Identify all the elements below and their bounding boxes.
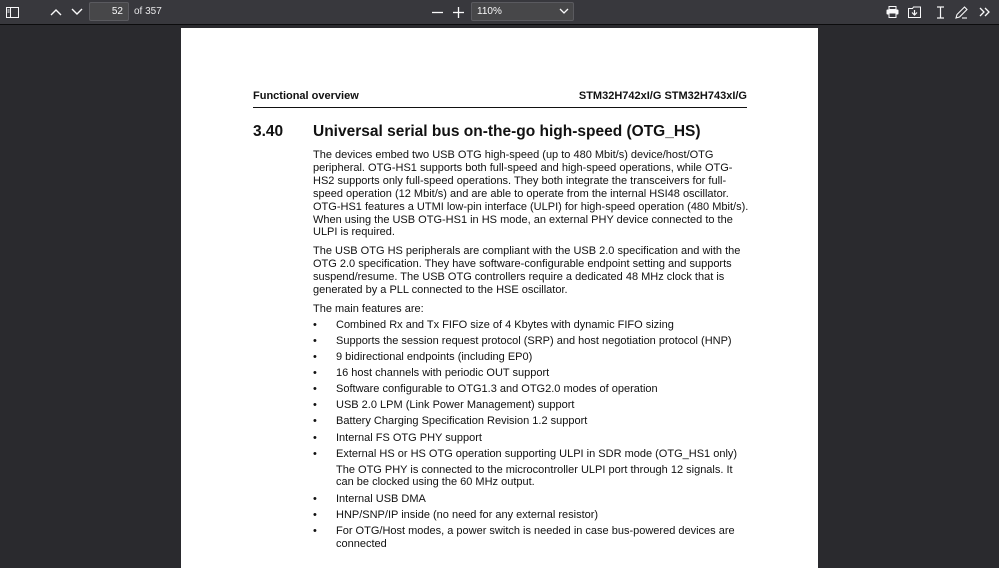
list-item (313, 493, 753, 506)
pdf-page (181, 28, 818, 568)
running-header-right: STM32H742xI/G STM32H743xI/G (578, 90, 747, 102)
paragraph: The USB OTG HS peripherals are compliant with the USB 2.0 specification and with the OTG 2.0 specification. They have software-configurable endpoint setting and supports suspend/resume. The USB OTG controllers require a dedicated 48 MHz clock that is generated by a PLL connected to the HSE oscillator. (313, 245, 741, 297)
text-select-button[interactable] (931, 3, 949, 21)
chevron-up-icon (50, 8, 62, 16)
list-item (313, 432, 753, 445)
print-icon (886, 6, 899, 18)
bullet: • (313, 318, 317, 331)
section-number: 3.40 (253, 123, 284, 140)
list-item (313, 399, 753, 412)
pdf-toolbar (0, 0, 999, 25)
list-item (313, 383, 753, 396)
pen-icon (955, 6, 968, 19)
list-item-text: 9 bidirectional endpoints (including EP0) (336, 351, 533, 364)
list-item (313, 448, 753, 490)
save-button[interactable] (905, 3, 923, 21)
previous-page-button[interactable] (47, 3, 65, 21)
print-button[interactable] (883, 3, 901, 21)
draw-button[interactable] (952, 3, 970, 21)
bullet: • (313, 415, 317, 428)
zoom-in-button[interactable] (449, 3, 467, 21)
list-item-text: Internal FS OTG PHY support (336, 431, 482, 444)
list-item-text: Internal USB DMA (336, 492, 426, 505)
zoom-select[interactable] (471, 2, 574, 21)
page-number-input[interactable]: 52 (89, 2, 129, 21)
bullet: • (313, 447, 317, 460)
bullet: • (313, 508, 317, 521)
paragraph: The main features are: (313, 302, 424, 315)
more-tools-button[interactable] (976, 3, 994, 21)
dropdown-chevron-icon (559, 7, 569, 15)
list-item-text: Combined Rx and Tx FIFO size of 4 Kbytes with dynamic FIFO sizing (336, 318, 674, 331)
list-item-note: The OTG PHY is connected to the microcontroller ULPI port through 12 signals. It can be clocked using the 60 MHz output. (336, 463, 733, 489)
running-header-left: Functional overview (253, 90, 359, 102)
bullet: • (313, 383, 317, 396)
header-rule (253, 107, 747, 108)
feature-list (313, 319, 753, 551)
sidebar-toggle-icon[interactable] (3, 3, 21, 21)
bullet: • (313, 399, 317, 412)
zoom-out-icon (432, 7, 443, 18)
next-page-button[interactable] (68, 3, 86, 21)
list-item-text: External HS or HS OTG operation supporting ULPI in SDR mode (OTG_HS1 only) (336, 447, 738, 460)
page-count-label: of 357 (134, 6, 162, 17)
bullet: • (313, 524, 317, 537)
list-item-text: Software configurable to OTG1.3 and OTG2.0 modes of operation (336, 383, 658, 396)
zoom-out-button[interactable] (428, 3, 446, 21)
text-cursor-icon (936, 6, 945, 19)
save-icon (908, 6, 921, 18)
list-item (313, 525, 753, 551)
list-item-text: USB 2.0 LPM (Link Power Management) support (336, 399, 575, 412)
list-item-text: 16 host channels with periodic OUT support (336, 367, 550, 380)
bullet: • (313, 367, 317, 380)
bullet: • (313, 492, 317, 505)
zoom-in-icon (453, 7, 464, 18)
zoom-value: 110% (477, 6, 502, 17)
paragraph: The devices embed two USB OTG high-speed (up to 480 Mbit/s) device/host/OTG peripheral. OTG-HS1 supports both full-speed and high-speed operations, while OTG-HS2 supports only full-speed operations. They both integrate the transceivers for full-speed operation (12 Mbit/s) and are able to operate from the internal HSI48 oscillator. OTG-HS1 features a UTMI low-pin interface (ULPI) for high-speed operation (480 Mbit/s). When using the USB OTG-HS1 in HS mode, an external PHY device connected to the ULPI is required. (313, 149, 749, 239)
section-body (313, 149, 753, 554)
bullet: • (313, 431, 317, 444)
list-item (313, 415, 753, 428)
list-item-text: HNP/SNP/IP inside (no need for any external resistor) (336, 508, 599, 521)
list-item-text: For OTG/Host modes, a power switch is needed in case bus-powered devices are connected (336, 524, 735, 550)
list-item (313, 319, 753, 332)
bullet: • (313, 334, 317, 347)
bullet: • (313, 351, 317, 364)
list-item-text: Battery Charging Specification Revision 1.2 support (336, 415, 588, 428)
list-item (313, 367, 753, 380)
list-item (313, 335, 753, 348)
list-item (313, 351, 753, 364)
more-tools-icon (979, 7, 991, 17)
section-title: Universal serial bus on-the-go high-speed (OTG_HS) (313, 123, 701, 140)
chevron-down-icon (71, 8, 83, 16)
list-item (313, 509, 753, 522)
list-item-text: Supports the session request protocol (SRP) and host negotiation protocol (HNP) (336, 334, 732, 347)
